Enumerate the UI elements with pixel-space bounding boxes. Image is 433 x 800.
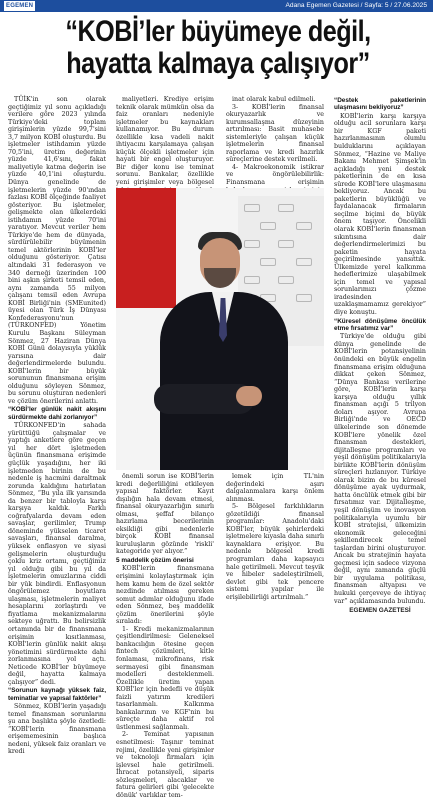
subheading: “Küresel dönüşüme öncülük etme fırsatımız var” xyxy=(334,317,426,332)
subheading: “KOBİ’ler günlük nakit akışını sürdürmekte dahi zorlanıyor” xyxy=(8,406,106,421)
headline: “KOBİ’ler büyümeye değil, hayatta kalmaya çalışıyor” xyxy=(65,15,371,80)
portrait-photo xyxy=(116,188,324,470)
paragraph: TÜRKONFED'in sahada yürüttüğü çalışmalar ve yaptığı anketlere göre geçen yıl her dört işletmeden üçünün finansmana erişimde güçlük yaşadığını, her iki işletmeden birinin de bu nedenle iş hacmini daraltmak zorunda kaldığını hatırlatan Sönmez, “Bu yıla ilk yarısında da benzer bir tabloyla karşı karşıya kaldık. Farklı coğrafyalarda devam eden savaşlar, gerilimler, Trump döneminde yükselen ticaret savaşları, finansal daralma, yüksek enflasyon ve siyasi gelişmelerin oluşturduğu çoklu kriz ortamı, geçtiğimiz yıl olduğu gibi bu yıl da işletmelerin omuzlarına ciddi bir yük bindirdi. Enflasyonun öngörülemez boyutlara ulaşması, işletmelerin maliyet hesaplarını zorlaştırdı ve fiyatlama mekanizmalarını sekteye uğrattı. Bu belirsizlik ortamında bir de finansmana erişimin kısıtlanması, KOBİ'lerin günlük nakit akışı yönetimini sürdürmekte dahi zorlanmasına yol açtı. Neticede KOBİ'ler büyümeye değil, hayatta kalmaya çalışıyor” dedi. xyxy=(8,422,106,686)
paragraph: önemli sorun ise KOBİ'lerin kredi değerliliğini etkileyen yapısal faktörler. Kayıt dışılığın hala devam etmesi, finansal okuryazarlığın sınırlı olması, şeffaf bilanço hazırlama becerilerinin eksikliği gibi nedenlerle birçok KOBİ finansal kuruluşların gözünde 'riskli' kategoride yer alıyor.” xyxy=(116,473,214,556)
header-bar xyxy=(0,0,433,12)
subheading: 5 maddelik çözüm önerisi xyxy=(116,557,194,565)
paragraph: 1- Kredi mekanizmalarının çeşitlendirilmesi: Geleneksel bankacılığın ötesine geçen fintech çözümleri, kitle fonlaması, mikrofinans, risk sermayesi gibi finansman modelleri desteklenmeli. Özellikle üretim yapan KOBİ'ler için hedefli ve düşük faizli yatırım kredileri tasarlanmalı. Kalkınma bankalarının ve KGF'nin bu süreçte daha aktif rol üstlenmesi sağlanmalı. xyxy=(116,625,214,731)
turkish-flag-image xyxy=(116,188,176,308)
column-3-bottom xyxy=(226,473,324,601)
paragraph: TÜİK'in son olarak geçtiğimiz yıl sonu açıkladığı verilere göre 2023 yılında Türkiye'deki toplam girişimlerin yüzde 99,7'sini 3,7 milyon KOBİ oluşturdu. Bu işletmeler istihdamın yüzde 70,5'ini, üretim değerinin yüzde 41,6'sını, fakat maliyetiyle katma değerin ise yüzde 40,1'ini oluşturdu. Dünya genelinde de işletmelerin yüzde 90'ından fazlası KOBİ ölçeğinde faaliyet gösteriyor. Bu işletmeler, gelişmekte olan ülkelerdeki istihdamın yüzde 70'ini yaratıyor. Mevcut veriler hem Türkiye'de hem de dünyada, sürdürülebilir büyümenin temel aktörlerinin KOBİ'ler olduğunu gösteriyor. Çatısı altındaki 31 federasyon ve 340 derneği üzerinden 100 bini aşkın şirketi temsil eden, aynı zamanda 55 milyon çalışanı temsil eden Avrupa KOBİ Birliği'nin (SMEunited) üyesi olan Türk İş Dünyası Konfederasyonu'nun (TÜRKONFED) Yönetim Kurulu Başkanı Süleyman Sönmez, 27 Haziran Dünya KOBİ Günü dolayısıyla yüklük yarısına dair değerlendirmelerde bulundu. KOBİ'lerin bir büyük sorununun finansmana erişim olduğunu söyleyen Sönmez, bu sorunu oluşturan nedenleri ve çözüm önerilerini anlattı. xyxy=(8,96,106,405)
subheading: “Destek paketlerinin ulaşmasını bekliyoruz” xyxy=(334,97,426,112)
paragraph: Sönmez, KOBİ'lerin yaşadığı temel finansman sorunlarını şu ana başlıkta şöyle özetledi: “KOBİ'lerin finansmana erişememesinin başlıca nedeni, yüksek faiz oranları ve kredi xyxy=(8,703,106,756)
subheading: “Sorunun kaynağı yüksek faiz, teminatlar ve yapısal faktörler” xyxy=(8,687,106,702)
byline: EGEMEN GAZETESİ xyxy=(349,607,411,615)
paragraph: 5- Bölgesel farklılıkların gözetildiği finansal programlar: Anadolu'daki KOBİ'ler, büyük şehirlerdeki işletmelere kıyasla daha sınırlı kaynaklara erişiyor. Bu nedenle bölgesel kredi programları daha kapsayıcı hale getirilmeli. Mevcut teşvik ve hibeler sadeleştirilmeli, devlet gibi tek pencere sistemi yapılar ile erişilebilirliği artırılmalı.” xyxy=(226,503,324,601)
paragraph: KOBİ'lerin finansmana erişimini kolaylaştırmak için hem kamu hem de özel sektör nezdinde atılması gereken somut adımlar olduğunu ifade eden Sönmez, beş maddelik çözüm önerilerini şöyle sıraladı: xyxy=(116,565,214,626)
column-4 xyxy=(334,96,426,615)
column-2-bottom xyxy=(116,473,214,799)
paragraph: maliyetleri. Krediye erişim teknik olarak mümkün olsa da faiz oranları nedeniyle işletmeler bu kaynakları kullanamıyor. Bu durum özellikle kısa vadeli nakit ihtiyacını karşılamaya çalışan küçük ölçekli işletmeler için hayati bir engel oluşturuyor. Bir diğer konu ise teminat sorunu. Bankalar, özellikle yeni girişimler veya bölgesel xyxy=(116,96,214,187)
paragraph: 3- KOBİ'lerin finansal okuryazarlık ve kurumsallaşma düzeyinin artırılması: Basit muhasebe sistemleriyle çalışan küçük işletmelerin finansal raporlama ve kredi hazırlık süreçlerine destek verilmeli. xyxy=(226,103,324,164)
paragraph: 4- Makroekonomik istikrar ve öngörülebilirlik: Finansmana erişimin xyxy=(226,163,324,187)
paragraph: Türkiye'de olduğu gibi dünya genelinde de KOBİ'lerin potansiyelinin önündeki en büyük engelin finansmana erişim olduğuna dikkat çeken Sönmez, “Dünya Bankası verilerine göre, KOBİ'lerin karşı karşıya olduğu yıllık finansman açığı 5 trilyon doları aşıyor. Avrupa Birliği'nde ve OECD ülkelerinde son dönemde KOBİ'lere yönelik özel finansman destekleri, dijitalleşme programları ve yeşil dönüşüm politikalarıyla birlikte KOBİ'lerin dönüşüm süreçleri hızlanıyor. Türkiye olarak bizim de bu küresel dönüşüme ayak uydurmak, hatta öncülük etmek gibi bir fırsatımız var. Dijitalleşme, yeşil dönüşüm ve inovasyon politikalarıyla uyumlu bir KOBİ stratejisi, ülkemizin ekonomik geleceğini şekillendirecek temel taşlardan birini oluşturuyor. Ancak bu stratejinin hayata geçmesi için sadece vizyona değil, aynı zamanda güçlü bir uygulama politikası, finansman altyapısı ve hukuki çerçeveye de ihtiyaç var” açıklamasında bulundu. xyxy=(334,333,426,605)
paragraph: 2- Teminat yapısının esnetilmesi: Taşınır teminat rejimi, özellikle yeni girişimler ve teknoloji firmaları için işlevsel hale getirilmeli. İhracat potansiyeli, siparis sözleşmeleri, alacaklar ve fatura gelirleri gibi 'gelecekte dönük' varlıklar tem- xyxy=(116,731,214,799)
paragraph: inat olarak kabul edilmeli. xyxy=(232,96,316,103)
paragraph: KOBİ'lerin karşı karşıya olduğu acil sorunlara karşı bir KGF paketi hazırlanmasının olumlu bulduklarını açıklayan Sönmez, “Hazine ve Maliye Bakanı Mehmet Şimşek'in açıkladığı yeni destek paketlerinin de en kısa sürede KOBİ'lere ulaşmasını bekliyoruz. Ancak bu paketlerin büyüklüğü ve faydalanacak firmaların seçilme biçimi de büyük önem taşıyor. Öncelikli olarak KOBİ'lerin finansman sıkıntısına dair değerlendirmelerimizi bu paketin hayata geçirilmesinde yansıttık. Ülkemizde yerel kalkınma hedeflerimize ulaşabilmek için temel ve yapısal sorunlarımızı çözme iradesinden uzaklaşmamamız gerekiyor” diye konuştu. xyxy=(334,112,426,317)
paragraph: lemek için TL'nin değerindeki aşırı dalgalanmalara karşı önlem alınması. xyxy=(226,473,324,503)
person-hand xyxy=(236,386,262,406)
page-info: Adana Egemen Gazetesi / Sayfa: 5 / 27.06.2025 xyxy=(285,2,427,9)
column-1 xyxy=(8,96,106,756)
person-beard xyxy=(204,268,236,288)
newspaper-logo: EGEMEN xyxy=(6,3,34,9)
